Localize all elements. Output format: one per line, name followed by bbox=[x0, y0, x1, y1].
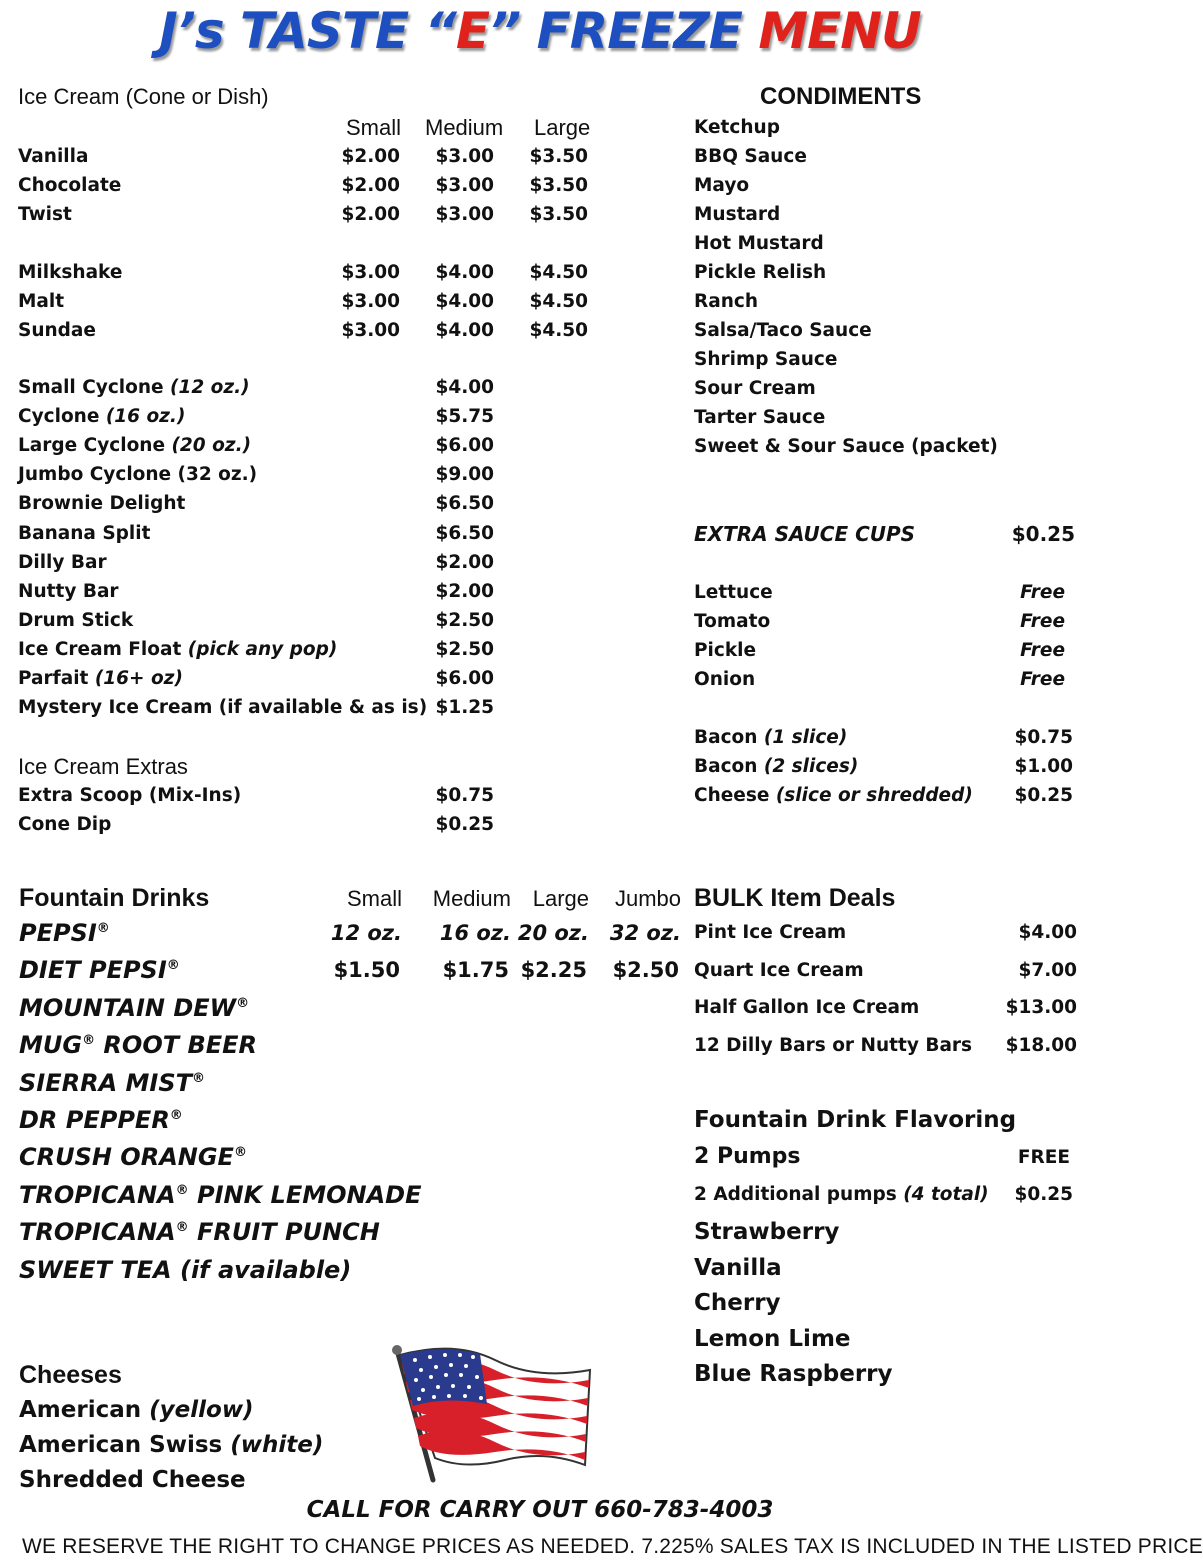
free-topping-price: Free bbox=[1020, 611, 1065, 632]
fountain-size-header: Medium bbox=[432, 886, 511, 911]
cheese-note: (white) bbox=[230, 1432, 324, 1458]
condiment-item: BBQ Sauce bbox=[694, 146, 807, 167]
fountain-drink-name bbox=[19, 994, 249, 1022]
menu-item-name: Vanilla bbox=[18, 146, 89, 167]
free-topping-price: Free bbox=[1020, 640, 1065, 661]
price-medium: $3.00 bbox=[435, 175, 494, 196]
drink-brand: MOUNTAIN DEW bbox=[19, 993, 237, 1022]
addon-price: $0.75 bbox=[1014, 727, 1073, 748]
menu-item-name bbox=[18, 406, 185, 427]
registered-mark: ® bbox=[236, 995, 250, 1011]
condiment-item: Tarter Sauce bbox=[694, 407, 826, 428]
item-price: $6.50 bbox=[435, 522, 494, 544]
flavor-item: Vanilla bbox=[694, 1254, 782, 1281]
fountain-drink-name bbox=[19, 1106, 183, 1134]
price-large: $4.50 bbox=[529, 262, 588, 283]
registered-mark: ® bbox=[169, 1108, 183, 1123]
fountain-drink-name bbox=[19, 1143, 247, 1171]
menu-item-name bbox=[18, 581, 119, 602]
addon-name-text: Bacon bbox=[694, 727, 764, 748]
condiment-item: Sour Cream bbox=[694, 378, 816, 399]
extra-item-price: $0.75 bbox=[435, 785, 494, 806]
additional-pumps-name: 2 Additional pumps bbox=[694, 1184, 904, 1205]
extra-sauce-price: $0.25 bbox=[1011, 522, 1075, 546]
extra-item-name: Extra Scoop (Mix-Ins) bbox=[18, 785, 242, 806]
flavor-item: Lemon Lime bbox=[694, 1325, 851, 1352]
addon-note: (2 slices) bbox=[763, 756, 859, 777]
item-price: $5.75 bbox=[435, 406, 494, 428]
title-part-3: ” FREEZE bbox=[488, 2, 742, 60]
bulk-item-price: $4.00 bbox=[1018, 922, 1077, 943]
registered-mark: ® bbox=[175, 1182, 189, 1198]
price-large: $3.50 bbox=[529, 146, 588, 167]
item-name-text: Banana Split bbox=[18, 522, 151, 544]
fountain-ounce: 16 oz. bbox=[439, 921, 511, 945]
title-part-1: J’s TASTE “ bbox=[159, 2, 456, 60]
item-price: $2.00 bbox=[435, 551, 494, 573]
free-topping-price: Free bbox=[1020, 669, 1065, 690]
two-pumps-price: FREE bbox=[1017, 1147, 1070, 1168]
menu-item-name: Twist bbox=[18, 204, 72, 225]
bulk-item-name: Pint Ice Cream bbox=[694, 922, 847, 943]
bulk-item-name: Quart Ice Cream bbox=[694, 959, 864, 981]
size-small-header: Small bbox=[346, 115, 402, 140]
drink-brand: MUG bbox=[19, 1031, 83, 1060]
fountain-drink-name bbox=[19, 1218, 380, 1246]
registered-mark: ® bbox=[166, 958, 180, 974]
fountain-price: $2.25 bbox=[520, 958, 587, 982]
free-topping-name: Pickle bbox=[694, 640, 757, 661]
size-large-header: Large bbox=[534, 115, 591, 140]
menu-item-name bbox=[18, 668, 183, 689]
price-medium: $3.00 bbox=[435, 204, 494, 225]
free-topping-name: Onion bbox=[694, 669, 756, 690]
condiment-item: Hot Mustard bbox=[694, 233, 824, 254]
item-name-text: Large Cyclone bbox=[18, 435, 172, 457]
addon-name bbox=[694, 727, 847, 748]
item-name-text: Cyclone bbox=[18, 406, 106, 428]
free-topping-name: Lettuce bbox=[694, 582, 773, 603]
bulk-item-price: $13.00 bbox=[1005, 997, 1077, 1018]
drink-brand: PEPSI bbox=[19, 919, 97, 947]
fountain-drink-name bbox=[19, 1181, 422, 1209]
additional-pumps-note: (4 total) bbox=[903, 1184, 989, 1205]
item-name-text: Nutty Bar bbox=[18, 580, 119, 602]
item-size-note: (20 oz.) bbox=[171, 435, 252, 457]
menu-item-name: Milkshake bbox=[18, 262, 123, 283]
drink-suffix: ROOT BEER bbox=[95, 1031, 258, 1060]
fountain-size-header: Small bbox=[346, 886, 402, 911]
item-price: $1.25 bbox=[435, 697, 494, 719]
addon-price: $1.00 bbox=[1014, 756, 1073, 777]
condiment-item: Ranch bbox=[694, 291, 759, 312]
item-name-text: Drum Stick bbox=[18, 609, 134, 631]
price-large: $3.50 bbox=[529, 175, 588, 196]
fountain-price: $1.75 bbox=[442, 958, 509, 982]
drink-brand: DR PEPPER bbox=[19, 1106, 170, 1134]
menu-item-name: Sundae bbox=[18, 320, 96, 341]
extra-item-price: $0.25 bbox=[435, 814, 494, 835]
condiment-item: Ketchup bbox=[694, 117, 780, 138]
size-medium-header: Medium bbox=[425, 115, 504, 140]
item-name-text: Brownie Delight bbox=[18, 493, 186, 515]
flavoring-heading: Fountain Drink Flavoring bbox=[694, 1107, 1017, 1133]
free-topping-name: Tomato bbox=[694, 611, 771, 632]
cheese-item bbox=[19, 1467, 246, 1493]
fountain-size-header: Large bbox=[532, 886, 589, 911]
price-large: $3.50 bbox=[529, 204, 588, 225]
fountain-size-header: Jumbo bbox=[614, 886, 681, 911]
item-size-note: (12 oz.) bbox=[170, 377, 250, 398]
additional-pumps-label bbox=[694, 1184, 989, 1205]
cheeses-heading: Cheeses bbox=[19, 1361, 122, 1389]
registered-mark: ® bbox=[191, 1070, 205, 1086]
bulk-item-price: $7.00 bbox=[1018, 959, 1077, 981]
menu-item-name bbox=[18, 464, 257, 485]
menu-item-name: Malt bbox=[18, 291, 65, 312]
price-medium: $4.00 bbox=[435, 291, 494, 312]
drink-suffix: PINK LEMONADE bbox=[188, 1180, 422, 1209]
item-price: $2.50 bbox=[435, 638, 494, 660]
item-name-text: Small Cyclone bbox=[18, 377, 171, 398]
extra-sauce-label: EXTRA SAUCE CUPS bbox=[694, 522, 916, 546]
item-name-text: Dilly Bar bbox=[18, 551, 107, 573]
carry-out-phone: CALL FOR CARRY OUT 660-783-4003 bbox=[306, 1497, 774, 1523]
bulk-deals-heading: BULK Item Deals bbox=[694, 884, 896, 912]
item-name-text: Ice Cream Float bbox=[18, 638, 188, 660]
drink-brand: DIET PEPSI bbox=[19, 956, 167, 985]
condiment-item: Shrimp Sauce bbox=[694, 349, 838, 370]
item-price: $6.00 bbox=[435, 668, 494, 689]
flavor-item: Strawberry bbox=[694, 1219, 840, 1245]
fountain-drink-name bbox=[19, 919, 110, 947]
condiment-item: Pickle Relish bbox=[694, 262, 827, 283]
addon-name-text: Cheese bbox=[694, 785, 776, 806]
condiment-item: Salsa/Taco Sauce bbox=[694, 320, 872, 341]
menu-item-name: Chocolate bbox=[18, 175, 122, 196]
menu-item-name bbox=[18, 493, 185, 514]
registered-mark: ® bbox=[82, 1033, 96, 1049]
cheese-name: Shredded Cheese bbox=[19, 1467, 246, 1493]
condiments-heading: CONDIMENTS bbox=[760, 83, 922, 110]
flavor-item: Blue Raspberry bbox=[694, 1361, 893, 1387]
flavor-item: Cherry bbox=[694, 1290, 781, 1316]
item-size-note: (16+ oz) bbox=[94, 668, 183, 689]
ice-cream-extras-heading: Ice Cream Extras bbox=[18, 754, 188, 779]
drink-brand: SIERRA MIST bbox=[19, 1068, 192, 1097]
menu-item-name bbox=[18, 435, 251, 456]
bulk-item-name: 12 Dilly Bars or Nutty Bars bbox=[694, 1034, 973, 1056]
addon-price: $0.25 bbox=[1014, 785, 1073, 806]
price-large: $4.50 bbox=[529, 320, 588, 341]
price-disclaimer: WE RESERVE THE RIGHT TO CHANGE PRICES AS NEEDED. 7.225% SALES TAX IS INCLUDED IN THE LISTED PRICE bbox=[22, 1535, 1203, 1558]
addon-note: (1 slice) bbox=[763, 727, 848, 748]
fountain-ounce: 20 oz. bbox=[517, 921, 589, 945]
two-pumps-label: 2 Pumps bbox=[694, 1144, 801, 1169]
fountain-ounce: 12 oz. bbox=[330, 921, 402, 945]
condiment-item: Mustard bbox=[694, 204, 781, 225]
item-name-text: Parfait bbox=[18, 668, 95, 689]
bulk-item-price: $18.00 bbox=[1005, 1034, 1077, 1056]
extra-item-name: Cone Dip bbox=[18, 814, 112, 835]
addon-name bbox=[694, 756, 858, 777]
title-part-2: E bbox=[455, 2, 489, 60]
registered-mark: ® bbox=[233, 1145, 247, 1161]
fountain-ounce: 32 oz. bbox=[609, 921, 681, 945]
fountain-price: $2.50 bbox=[612, 958, 679, 982]
menu-title bbox=[0, 2, 1080, 60]
condiment-item: Mayo bbox=[694, 175, 750, 196]
item-size-note: (16 oz.) bbox=[105, 406, 186, 428]
fountain-drinks-heading: Fountain Drinks bbox=[19, 884, 210, 912]
price-small: $2.00 bbox=[341, 204, 400, 225]
item-price: $6.50 bbox=[435, 493, 494, 515]
condiment-item: Sweet & Sour Sauce (packet) bbox=[694, 436, 998, 457]
fountain-drink-name bbox=[19, 1069, 205, 1097]
price-large: $4.50 bbox=[529, 291, 588, 312]
item-price: $2.50 bbox=[435, 609, 494, 631]
addon-name bbox=[694, 785, 973, 806]
menu-item-name bbox=[18, 697, 427, 718]
free-topping-price: Free bbox=[1020, 582, 1065, 603]
drink-brand: CRUSH ORANGE bbox=[19, 1143, 234, 1172]
ice-cream-heading: Ice Cream (Cone or Dish) bbox=[18, 84, 269, 109]
item-size-note: (pick any pop) bbox=[187, 638, 338, 660]
american-flag-icon bbox=[385, 1340, 600, 1485]
item-name-text: Jumbo Cyclone (32 oz.) bbox=[18, 464, 258, 486]
cheese-name: American bbox=[19, 1397, 150, 1423]
price-small: $3.00 bbox=[341, 320, 400, 341]
addon-note: (slice or shredded) bbox=[775, 785, 973, 806]
price-small: $3.00 bbox=[341, 262, 400, 283]
price-small: $2.00 bbox=[341, 146, 400, 167]
additional-pumps-price: $0.25 bbox=[1014, 1184, 1073, 1205]
fountain-drink-name bbox=[19, 1031, 257, 1059]
drink-suffix: FRUIT PUNCH bbox=[188, 1218, 380, 1247]
item-name-text: Mystery Ice Cream (if available & as is) bbox=[18, 697, 428, 719]
cheese-item bbox=[19, 1432, 323, 1458]
fountain-drink-name bbox=[19, 1256, 351, 1284]
cheese-item bbox=[19, 1397, 254, 1423]
item-price: $6.00 bbox=[435, 435, 494, 457]
item-price: $9.00 bbox=[435, 464, 494, 486]
menu-item-name bbox=[18, 523, 150, 544]
item-price: $2.00 bbox=[435, 580, 494, 602]
menu-item-name bbox=[18, 552, 107, 573]
price-medium: $3.00 bbox=[435, 146, 494, 167]
price-small: $3.00 bbox=[341, 291, 400, 312]
fountain-drink-name bbox=[19, 956, 180, 984]
fountain-price: $1.50 bbox=[333, 958, 400, 982]
price-medium: $4.00 bbox=[435, 320, 494, 341]
menu-item-name bbox=[18, 639, 337, 660]
menu-item-name bbox=[18, 377, 250, 398]
price-small: $2.00 bbox=[341, 175, 400, 196]
item-price: $4.00 bbox=[435, 377, 494, 398]
cheese-name: American Swiss bbox=[19, 1432, 231, 1458]
registered-mark: ® bbox=[96, 921, 110, 936]
addon-name-text: Bacon bbox=[694, 756, 764, 777]
drink-brand: SWEET TEA (if available) bbox=[19, 1255, 352, 1284]
drink-brand: TROPICANA bbox=[19, 1180, 176, 1209]
price-medium: $4.00 bbox=[435, 262, 494, 283]
title-part-4: MENU bbox=[758, 2, 921, 60]
bulk-item-name: Half Gallon Ice Cream bbox=[694, 997, 920, 1018]
menu-item-name bbox=[18, 610, 133, 631]
cheese-note: (yellow) bbox=[149, 1397, 254, 1423]
registered-mark: ® bbox=[175, 1220, 189, 1236]
drink-brand: TROPICANA bbox=[19, 1218, 176, 1247]
